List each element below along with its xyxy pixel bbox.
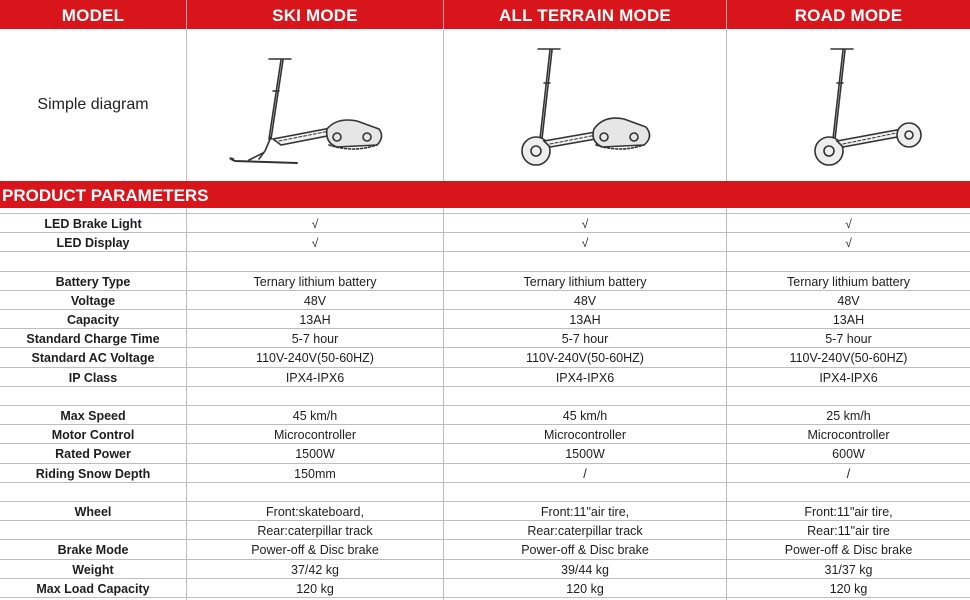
- ski-mode-value: [187, 252, 443, 271]
- road-mode-value: Rear:11"air tire: [807, 524, 890, 539]
- all-terrain-value: Power-off & Disc brake: [521, 543, 649, 558]
- grid-line: [443, 208, 444, 600]
- road-mode-value: Microcontroller: [807, 428, 890, 443]
- all-terrain-value: 5-7 hour: [561, 332, 609, 347]
- grid-line: [443, 29, 444, 181]
- road-mode-value: 110V-240V(50-60HZ): [789, 351, 908, 366]
- product-parameters-bar: [0, 181, 970, 208]
- grid-line: [186, 29, 187, 181]
- ski-mode-value: 120 kg: [296, 581, 334, 596]
- ski-mode-value: Ternary lithium battery: [253, 274, 377, 289]
- road-mode-value: IPX4-IPX6: [819, 370, 878, 385]
- road-mode-value: Front:11"air tire,: [804, 505, 893, 519]
- road-mode-value: 5-7 hour: [825, 332, 872, 347]
- row-label: Standard AC Voltage: [31, 351, 155, 366]
- header-road-mode: ROAD MODE: [794, 6, 903, 25]
- grid-line: [0, 232, 970, 233]
- table-row: [0, 291, 970, 310]
- all-terrain-value: √: [581, 217, 589, 231]
- table-row: [0, 348, 970, 367]
- ski-mode-value: IPX4-IPX6: [285, 370, 345, 385]
- row-label: Max Load Capacity: [36, 581, 150, 596]
- all-terrain-value: IPX4-IPX6: [555, 370, 615, 385]
- header-bar: [0, 0, 970, 29]
- row-label: [0, 521, 186, 540]
- grid-line: [0, 386, 970, 387]
- grid-line: [0, 443, 970, 444]
- road-mode-value: [727, 387, 970, 406]
- all-terrain-value: 45 km/h: [562, 409, 608, 423]
- row-label: Wheel: [74, 505, 112, 519]
- all-terrain-value: Microcontroller: [544, 428, 626, 443]
- road-mode-value: [727, 252, 970, 271]
- row-label: Standard Charge Time: [26, 332, 160, 347]
- ski-mode-value: 5-7 hour: [291, 332, 339, 347]
- all-terrain-mode-diagram: [444, 29, 726, 181]
- ski-mode-value: Power-off & Disc brake: [251, 543, 379, 558]
- road-mode-diagram: [727, 29, 970, 181]
- ski-mode-value: [187, 483, 443, 502]
- grid-line: [726, 208, 727, 600]
- table-row: [0, 579, 970, 598]
- diagram-row: [0, 29, 970, 181]
- grid-line: [0, 578, 970, 579]
- table-row: [0, 272, 970, 291]
- ski-mode-value: 13AH: [299, 313, 331, 327]
- grid-line: [0, 424, 970, 425]
- ski-mode-value: [187, 387, 443, 406]
- table-row: [0, 540, 970, 559]
- row-label: [0, 252, 186, 271]
- road-mode-value: [727, 483, 970, 502]
- road-mode-value: √: [845, 236, 852, 251]
- header-ski-mode: SKI MODE: [272, 6, 358, 25]
- all-terrain-value: 1500W: [565, 447, 605, 462]
- ski-mode-value: 1500W: [295, 447, 335, 462]
- table-row: [0, 444, 970, 463]
- row-label: IP Class: [68, 370, 118, 385]
- grid-line: [0, 309, 970, 310]
- row-label: Capacity: [66, 313, 120, 327]
- all-terrain-value: [444, 387, 726, 406]
- road-mode-value: Ternary lithium battery: [787, 274, 910, 289]
- road-mode-value: Power-off & Disc brake: [784, 543, 913, 558]
- ski-mode-value: √: [311, 236, 319, 251]
- grid-line: [0, 520, 970, 521]
- table-row: [0, 252, 970, 271]
- row-label: Max Speed: [60, 409, 126, 423]
- table-row: [0, 387, 970, 406]
- row-label: Motor Control: [51, 428, 135, 443]
- row-label: LED Brake Light: [44, 217, 142, 231]
- road-mode-value: 13AH: [832, 313, 865, 327]
- ski-scooter-illustration: [187, 29, 443, 181]
- table-row: [0, 368, 970, 387]
- ski-mode-value: √: [311, 217, 319, 231]
- ski-mode-value: 45 km/h: [292, 409, 338, 423]
- section-title: PRODUCT PARAMETERS: [2, 186, 209, 205]
- table-row: [0, 425, 970, 444]
- road-mode-value: 48V: [837, 293, 860, 308]
- road-mode-value: 25 km/h: [826, 409, 871, 423]
- grid-line: [0, 290, 970, 291]
- row-label: [0, 387, 186, 406]
- ski-mode-value: Microcontroller: [274, 428, 356, 443]
- road-mode-value: 31/37 kg: [824, 562, 873, 577]
- row-label: LED Display: [56, 236, 130, 251]
- grid-line: [0, 597, 970, 598]
- grid-line: [0, 347, 970, 348]
- grid-line: [0, 367, 970, 368]
- table-row: [0, 406, 970, 425]
- ski-mode-value: 150mm: [294, 466, 336, 481]
- all-terrain-value: [444, 252, 726, 271]
- table-row: [0, 214, 970, 233]
- table-row: [0, 560, 970, 579]
- table-row: [0, 233, 970, 252]
- row-label: Rated Power: [55, 447, 131, 462]
- road-mode-value: 600W: [832, 447, 865, 462]
- grid-line: [0, 405, 970, 406]
- diagram-label: Simple diagram: [37, 96, 149, 113]
- table-row: [0, 464, 970, 483]
- all-terrain-value: Front:11"air tire,: [540, 505, 630, 519]
- road-mode-value: √: [845, 217, 852, 231]
- table-row: [0, 310, 970, 329]
- row-label: [0, 483, 186, 502]
- ski-mode-value: 37/42 kg: [291, 562, 339, 577]
- table-row: [0, 329, 970, 348]
- header-all-terrain-mode: ALL TERRAIN MODE: [499, 6, 671, 25]
- all-terrain-value: 110V-240V(50-60HZ): [526, 351, 644, 366]
- all-terrain-value: 48V: [573, 293, 597, 308]
- all-terrain-value: 39/44 kg: [561, 562, 609, 577]
- ski-mode-value: 110V-240V(50-60HZ): [256, 351, 374, 366]
- all-terrain-value: Ternary lithium battery: [523, 274, 647, 289]
- road-mode-value: /: [846, 466, 851, 481]
- table-row: [0, 521, 970, 540]
- grid-line: [0, 501, 970, 502]
- row-label: Weight: [72, 562, 114, 577]
- grid-line: [0, 213, 970, 214]
- all-terrain-scooter-illustration: [444, 29, 726, 181]
- row-label: Battery Type: [55, 274, 131, 289]
- grid-line: [726, 29, 727, 181]
- all-terrain-value: 120 kg: [566, 581, 604, 596]
- row-label: Voltage: [70, 293, 116, 308]
- row-label: Riding Snow Depth: [35, 466, 151, 481]
- ski-mode-value: Front:skateboard,: [266, 505, 364, 519]
- all-terrain-value: 13AH: [569, 313, 601, 327]
- all-terrain-value: [444, 483, 726, 502]
- row-label: Brake Mode: [57, 543, 129, 558]
- grid-line: [0, 271, 970, 272]
- grid-line: [0, 539, 970, 540]
- ski-mode-value: 48V: [303, 293, 327, 308]
- grid-line: [0, 463, 970, 464]
- grid-line: [0, 482, 970, 483]
- header-model: MODEL: [61, 6, 125, 25]
- road-scooter-illustration: [727, 29, 970, 181]
- table-row: [0, 483, 970, 502]
- road-mode-value: 120 kg: [829, 581, 868, 596]
- table-row: [0, 502, 970, 521]
- grid-line: [0, 559, 970, 560]
- grid-line: [186, 208, 187, 600]
- ski-mode-diagram: [187, 29, 443, 181]
- grid-line: [0, 328, 970, 329]
- all-terrain-value: √: [581, 236, 589, 251]
- grid-line: [0, 251, 970, 252]
- all-terrain-value: /: [583, 466, 587, 481]
- ski-mode-value: Rear:caterpillar track: [257, 524, 373, 539]
- all-terrain-value: Rear:caterpillar track: [527, 524, 643, 539]
